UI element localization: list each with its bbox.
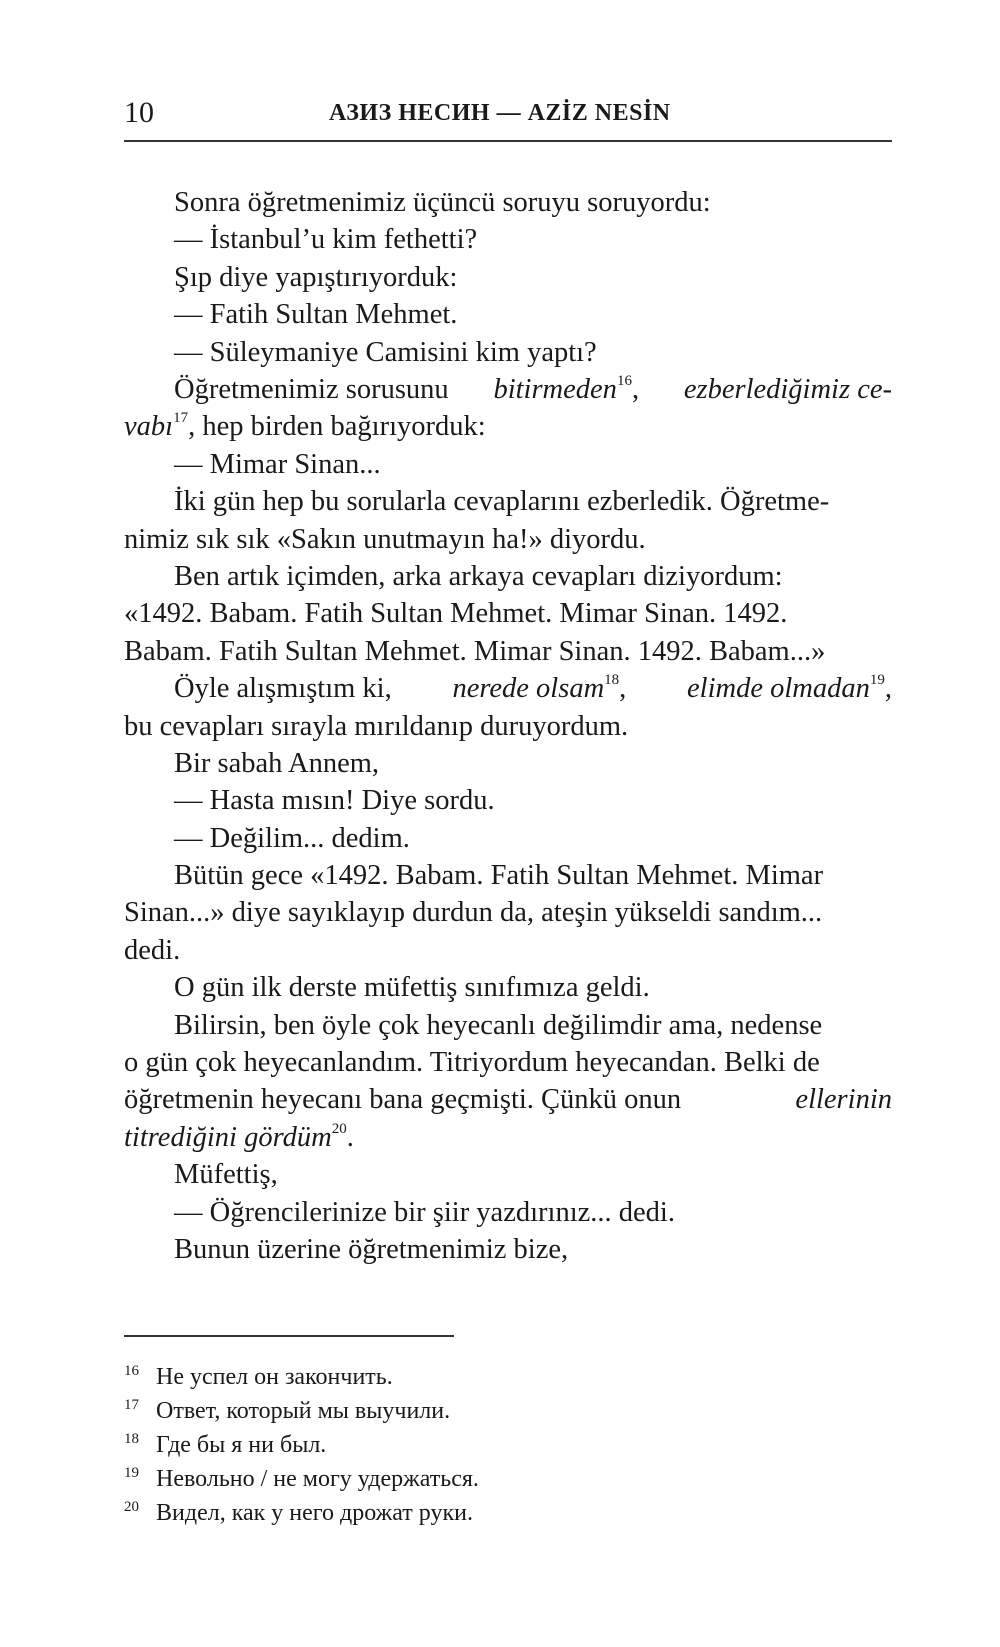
text-line: Şıp diye yapıştırıyorduk: — [174, 261, 458, 293]
page-number: 10 — [124, 96, 154, 129]
text-run: Öğretmenimiz sorusunu — [174, 373, 449, 405]
italic-phrase: titrediğini gördüm — [124, 1121, 332, 1153]
footnote-text: Видел, как у него дрожат руки. — [156, 1500, 473, 1526]
text-run: öğretmenin heyecanı bana geçmişti. Çünkü onun — [124, 1084, 682, 1116]
text-line: — Fatih Sultan Mehmet. — [174, 299, 458, 331]
text-run: bitirmeden$^{16}$, — [493, 372, 640, 405]
footnote-ref: 18 — [604, 672, 620, 689]
text-line — [124, 670, 892, 707]
text-line: İki gün hep bu sorularla cevaplarını ezberledik. Öğretme- — [174, 486, 830, 518]
text-line: — Süleymaniye Camisini kim yaptı? — [174, 336, 597, 368]
text-run: nerede olsam$^{18}$, — [452, 672, 627, 705]
text-run: Öyle alışmıştım ki, — [174, 673, 392, 705]
body-text — [124, 184, 892, 1268]
footnote-ref: 16 — [616, 372, 632, 389]
text-line: Babam. Fatih Sultan Mehmet. Mimar Sinan. 1492. Babam...» — [124, 635, 826, 667]
text-line: titrediğini gördüm$^{20}$. — [124, 1120, 354, 1153]
text-line: — Hasta mısın! Diye sordu. — [174, 785, 495, 817]
italic-phrase: bitirmeden — [493, 373, 617, 405]
header-rule — [124, 140, 892, 142]
running-title: АЗИЗ НЕСИН — AZİZ NESİN — [329, 100, 671, 126]
text-line: — İstanbul’u kim fethetti? — [174, 224, 478, 256]
text-line: Bunun üzerine öğretmenimiz bize, — [174, 1233, 569, 1265]
footnote-text: Где бы я ни был. — [156, 1432, 327, 1458]
text-line: «1492. Babam. Fatih Sultan Mehmet. Mimar Sinan. 1492. — [124, 598, 788, 630]
footnote-ref: 17 — [173, 410, 189, 427]
text-line: vabı$^{17}$, hep birden bağırıyorduk: — [124, 410, 486, 443]
footnote-text: Не успел он закончить. — [156, 1364, 393, 1390]
text-line: Sonra öğretmenimiz üçüncü soruyu soruyordu: — [174, 187, 711, 218]
text-line: Bütün gece «1492. Babam. Fatih Sultan Mehmet. Mimar — [174, 860, 824, 892]
text-line: o gün çok heyecanlandım. Titriyordum heyecandan. Belki de — [124, 1047, 820, 1079]
text-line — [124, 371, 892, 408]
footnote-rule — [124, 1335, 454, 1337]
italic-phrase: ellerinin — [795, 1084, 892, 1116]
footnote-ref: 20 — [331, 1120, 347, 1137]
footnote: 17 Ответ, который мы выучили. — [124, 1397, 451, 1424]
text-line: Bir sabah Annem, — [174, 747, 380, 779]
italic-phrase: vabı — [124, 411, 174, 443]
italic-phrase: ezberlediğimiz ce- — [683, 373, 892, 405]
text-line: O gün ilk derste müfettiş sınıfımıza geldi. — [174, 972, 650, 1004]
footnote-text: Ответ, который мы выучили. — [156, 1398, 451, 1424]
text-line: Bilirsin, ben öyle çok heyecanlı değilimdir ama, nedense — [174, 1009, 823, 1041]
footnote: 18 Где бы я ни был. — [124, 1431, 327, 1458]
italic-phrase: elimde olmadan — [687, 673, 870, 705]
page-header — [124, 92, 892, 140]
text-line: Sinan...» diye sayıklayıp durdun da, ateşin yükseldi sandım... — [124, 897, 823, 929]
footnote: 16 Не успел он закончить. — [124, 1363, 393, 1390]
text-run: elimde olmadan$^{19}$, — [687, 672, 892, 705]
text-line: dedi. — [124, 934, 181, 966]
text-line: bu cevapları sırayla mırıldanıp duruyordum. — [124, 710, 629, 742]
text-line: — Mimar Sinan... — [174, 448, 381, 480]
text-line — [124, 1081, 892, 1118]
footnote-text: Невольно / не могу удержаться. — [156, 1466, 479, 1492]
footnotes — [124, 1360, 892, 1530]
footnote-ref: 19 — [869, 672, 885, 689]
text-line: nimiz sık sık «Sakın unutmayın ha!» diyordu. — [124, 523, 646, 555]
text-line: Ben artık içimden, arka arkaya cevapları diziyordum: — [174, 560, 783, 592]
text-line: — Değilim... dedim. — [174, 822, 410, 854]
italic-phrase: nerede olsam — [452, 673, 605, 705]
text-line: Müfettiş, — [174, 1159, 278, 1191]
text-line: — Öğrencilerinize bir şiir yazdırınız... dedi. — [174, 1196, 675, 1228]
footnote: 20 Видел, как у него дрожат руки. — [124, 1499, 473, 1526]
footnote: 19 Невольно / не могу удержаться. — [124, 1465, 479, 1492]
